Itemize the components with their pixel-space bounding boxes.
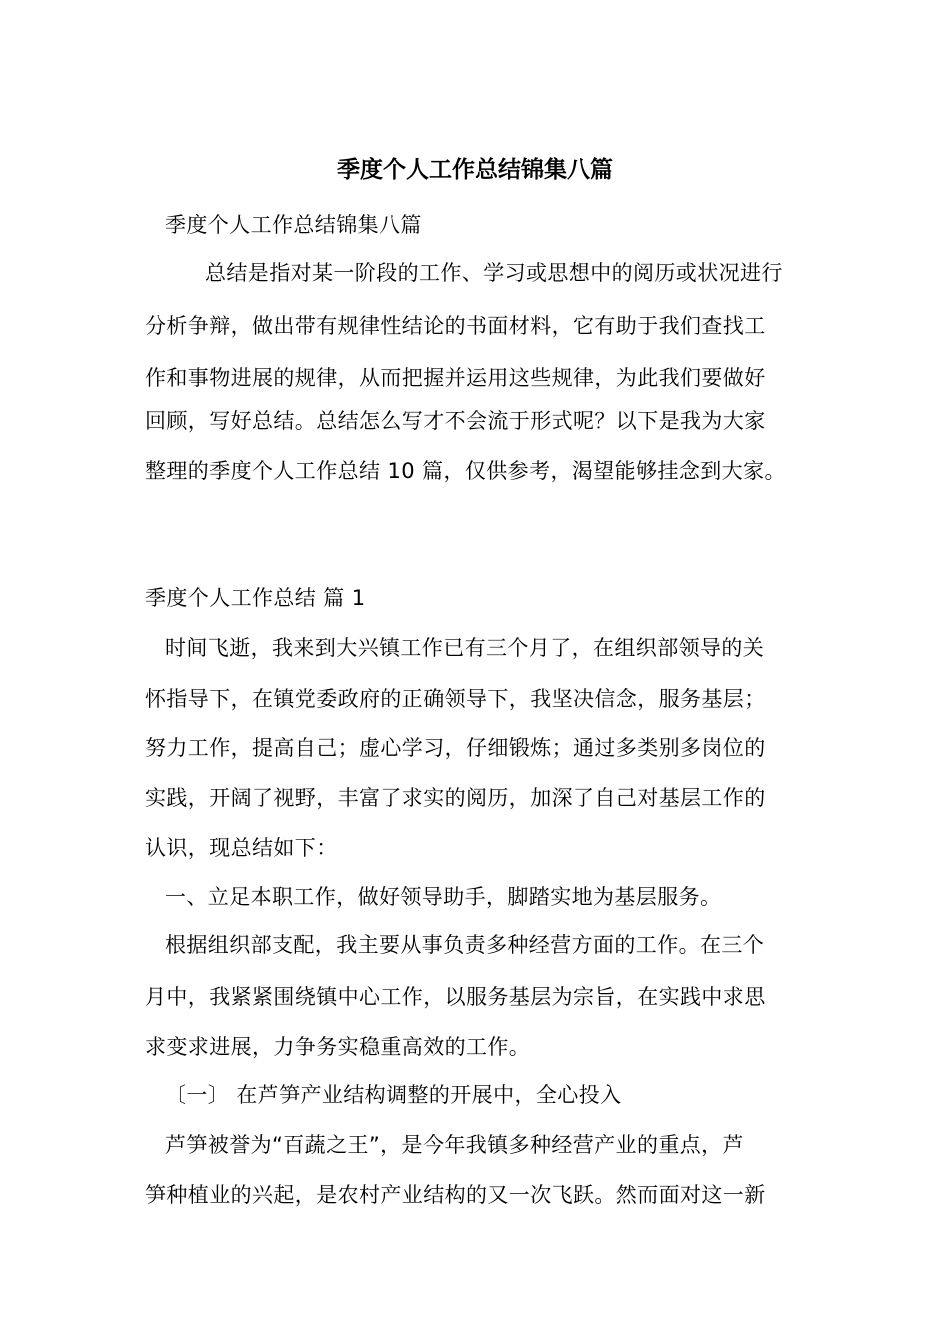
intro-line-4: 回顾，写好总结。总结怎么写才不会流于形式呢？以下是我为大家 [145,409,766,433]
para2-line-1: 根据组织部支配，我主要从事负责多种经营方面的工作。在三个 [165,933,765,957]
para3-line-1: 芦笋被誉为“百蔬之王”，是今年我镇多种经营产业的重点，芦 [165,1133,744,1157]
para1-line-4: 实践，开阔了视野，丰富了求实的阅历，加深了自己对基层工作的 [145,786,766,810]
intro-line-5: 整理的季度个人工作总结 10 篇，仅供参考，渴望能够挂念到大家。 [145,459,786,483]
para2-line-3: 求变求进展，力争务实稳重高效的工作。 [145,1035,531,1059]
intro-line-2: 分析争辩，做出带有规律性结论的书面材料，它有助于我们查找工 [145,314,766,338]
para1-line-5: 认识，现总结如下： [145,836,338,860]
document-subtitle: 季度个人工作总结锦集八篇 [165,213,422,237]
para2-line-2: 月中，我紧紧围绕镇中心工作，以服务基层为宗旨，在实践中求思 [145,985,766,1009]
para1-line-2: 怀指导下，在镇党委政府的正确领导下，我坚决信念，服务基层； [145,687,766,711]
section-heading: 季度个人工作总结 篇 1 [145,586,366,610]
intro-line-3: 作和事物进展的规律，从而把握并运用这些规律，为此我们要做好 [145,366,766,390]
point-heading-1: 一、立足本职工作，做好领导助手，脚踏实地为基层服务。 [165,885,722,909]
intro-line-1: 总结是指对某一阶段的工作、学习或思想中的阅历或状况进行 [205,261,783,285]
para1-line-3: 努力工作，提高自己；虚心学习，仔细锻炼；通过多类别多岗位的 [145,736,766,760]
para1-line-1: 时间飞逝，我来到大兴镇工作已有三个月了，在组织部领导的关 [165,636,765,660]
document-title: 季度个人工作总结锦集八篇 [337,157,613,183]
subpoint-heading-1: 〔一〕 在芦笋产业结构调整的开展中，全心投入 [165,1083,622,1107]
para3-line-2: 笋种植业的兴起，是农村产业结构的又一次飞跃。然而面对这一新 [145,1183,766,1207]
